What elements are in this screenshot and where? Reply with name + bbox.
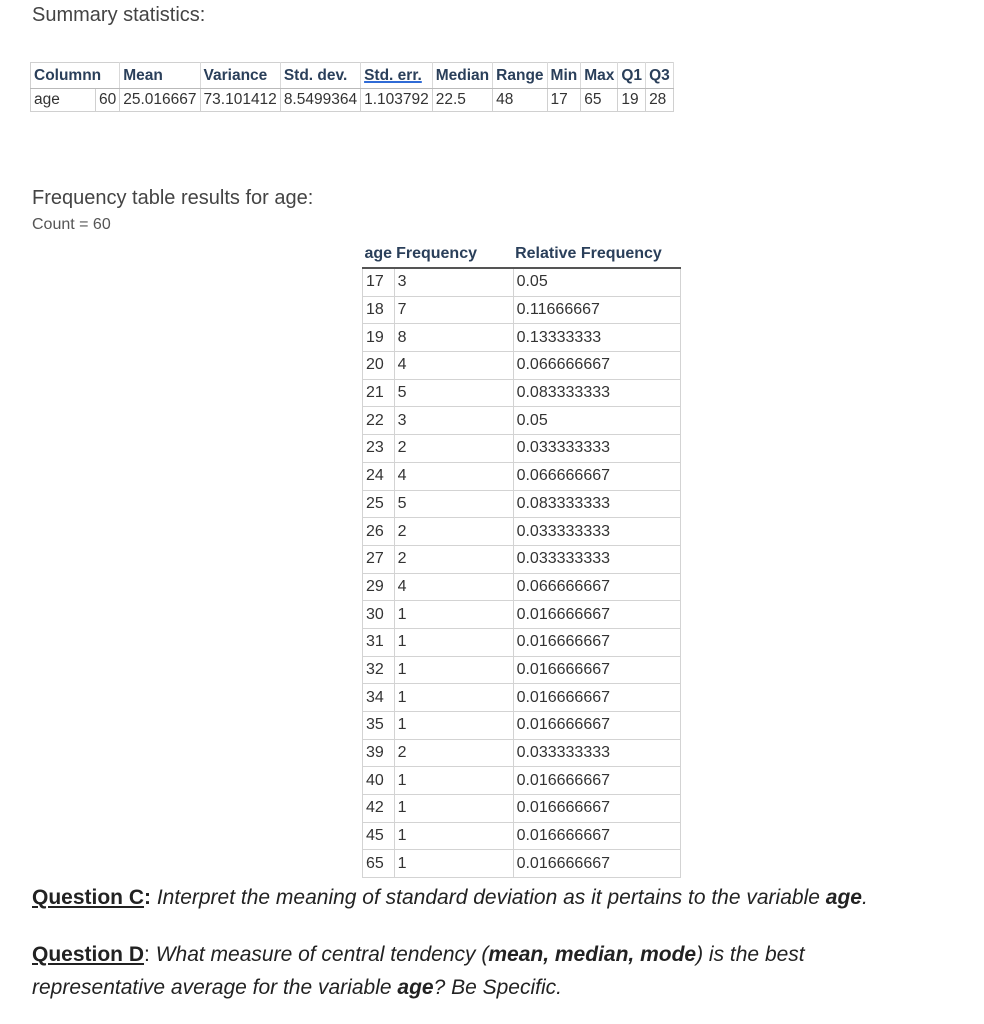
cell-frequency: 3 (394, 407, 513, 435)
cell-age: 29 (363, 573, 395, 601)
cell-age: 45 (363, 822, 395, 850)
col-header-min: Min (547, 63, 581, 89)
cell-max: 65 (581, 89, 618, 112)
cell-age: 30 (363, 601, 395, 629)
cell-frequency: 2 (394, 518, 513, 546)
question-d (32, 938, 932, 1004)
col-header-age: age (363, 241, 395, 268)
cell-age: 65 (363, 850, 395, 878)
cell-relative-frequency: 0.033333333 (513, 518, 680, 546)
question-d-colon: : (144, 943, 150, 966)
frequency-row (363, 684, 681, 712)
cell-relative-frequency: 0.016666667 (513, 850, 680, 878)
frequency-header-row (363, 241, 681, 268)
frequency-row (363, 739, 681, 767)
cell-relative-frequency: 0.033333333 (513, 739, 680, 767)
count-line: Count = 60 (32, 216, 111, 233)
cell-frequency: 5 (394, 379, 513, 407)
cell-relative-frequency: 0.016666667 (513, 767, 680, 795)
cell-frequency: 1 (394, 795, 513, 823)
cell-age: 42 (363, 795, 395, 823)
question-c (32, 881, 972, 914)
question-c-bold-word: age (825, 886, 862, 909)
summary-statistics-table (30, 62, 674, 112)
col-header-median: Median (432, 63, 492, 89)
question-c-colon: : (144, 886, 152, 909)
question-d-text: What measure of central tendency ( (149, 943, 489, 966)
cell-age: 24 (363, 462, 395, 490)
cell-frequency: 2 (394, 435, 513, 463)
question-d-bold-measures: mean, median, mode (488, 943, 697, 966)
cell-q3: 28 (646, 89, 674, 112)
cell-age: 32 (363, 656, 395, 684)
question-c-end: . (861, 886, 868, 909)
frequency-row (363, 795, 681, 823)
question-d-text-middle: ) is the best representative average for the variable (32, 943, 805, 999)
frequency-table (362, 241, 681, 878)
cell-age: 26 (363, 518, 395, 546)
frequency-row (363, 601, 681, 629)
question-d-end: ? Be Specific. (433, 976, 562, 999)
cell-relative-frequency: 0.016666667 (513, 795, 680, 823)
frequency-row (363, 545, 681, 573)
cell-q1: 19 (618, 89, 646, 112)
col-header-max: Max (581, 63, 618, 89)
cell-relative-frequency: 0.033333333 (513, 435, 680, 463)
cell-frequency: 5 (394, 490, 513, 518)
frequency-heading: Frequency table results for age: (32, 187, 314, 209)
cell-median: 22.5 (432, 89, 492, 112)
cell-relative-frequency: 0.11666667 (513, 296, 680, 324)
frequency-row (363, 352, 681, 380)
cell-frequency: 2 (394, 545, 513, 573)
col-header-column: Columnn (31, 63, 120, 89)
cell-relative-frequency: 0.016666667 (513, 601, 680, 629)
summary-header-row (31, 63, 674, 89)
cell-std-dev: 8.5499364 (280, 89, 360, 112)
question-d-label: Question D (32, 943, 145, 966)
cell-frequency: 8 (394, 324, 513, 352)
cell-relative-frequency: 0.016666667 (513, 684, 680, 712)
frequency-row (363, 435, 681, 463)
cell-relative-frequency: 0.016666667 (513, 656, 680, 684)
col-header-range: Range (493, 63, 547, 89)
cell-relative-frequency: 0.083333333 (513, 379, 680, 407)
cell-age: 17 (363, 268, 395, 296)
cell-age: 34 (363, 684, 395, 712)
summary-data-row (31, 89, 674, 112)
cell-relative-frequency: 0.066666667 (513, 573, 680, 601)
frequency-row (363, 656, 681, 684)
frequency-table-body (363, 268, 681, 878)
frequency-row (363, 379, 681, 407)
cell-age: 27 (363, 545, 395, 573)
frequency-row (363, 712, 681, 740)
col-header-q3: Q3 (646, 63, 674, 89)
question-d-bold-word: age (397, 976, 434, 999)
cell-frequency: 1 (394, 601, 513, 629)
cell-age: 21 (363, 379, 395, 407)
frequency-row (363, 518, 681, 546)
cell-age: 23 (363, 435, 395, 463)
cell-relative-frequency: 0.066666667 (513, 462, 680, 490)
col-header-std-dev: Std. dev. (280, 63, 360, 89)
cell-frequency: 1 (394, 628, 513, 656)
cell-frequency: 7 (394, 296, 513, 324)
cell-frequency: 4 (394, 462, 513, 490)
col-header-frequency: Frequency (394, 241, 513, 268)
cell-age: 35 (363, 712, 395, 740)
cell-relative-frequency: 0.016666667 (513, 628, 680, 656)
col-header-q1: Q1 (618, 63, 646, 89)
cell-age: 19 (363, 324, 395, 352)
cell-frequency: 1 (394, 684, 513, 712)
cell-relative-frequency: 0.083333333 (513, 490, 680, 518)
cell-frequency: 4 (394, 573, 513, 601)
cell-age: 22 (363, 407, 395, 435)
frequency-row (363, 296, 681, 324)
frequency-row (363, 850, 681, 878)
cell-variance: 73.101412 (200, 89, 280, 112)
cell-frequency: 1 (394, 822, 513, 850)
cell-relative-frequency: 0.13333333 (513, 324, 680, 352)
cell-relative-frequency: 0.016666667 (513, 822, 680, 850)
summary-heading: Summary statistics: (32, 4, 206, 26)
frequency-row (363, 462, 681, 490)
cell-age: 40 (363, 767, 395, 795)
cell-age: 39 (363, 739, 395, 767)
cell-frequency: 1 (394, 656, 513, 684)
cell-frequency: 1 (394, 712, 513, 740)
frequency-row (363, 628, 681, 656)
frequency-row (363, 490, 681, 518)
frequency-row (363, 324, 681, 352)
cell-frequency: 1 (394, 850, 513, 878)
cell-relative-frequency: 0.05 (513, 268, 680, 296)
cell-std-err: 1.103792 (361, 89, 433, 112)
cell-frequency: 3 (394, 268, 513, 296)
cell-relative-frequency: 0.016666667 (513, 712, 680, 740)
frequency-row (363, 767, 681, 795)
frequency-row (363, 407, 681, 435)
cell-n: 60 (96, 89, 120, 112)
cell-age: 20 (363, 352, 395, 380)
cell-relative-frequency: 0.066666667 (513, 352, 680, 380)
cell-min: 17 (547, 89, 581, 112)
cell-age: 25 (363, 490, 395, 518)
col-header-relative-frequency: Relative Frequency (513, 241, 680, 268)
cell-relative-frequency: 0.05 (513, 407, 680, 435)
col-header-std-err: Std. err. (361, 63, 433, 89)
question-c-text: Interpret the meaning of standard deviation as it pertains to the variable (151, 886, 826, 909)
col-header-variance: Variance (200, 63, 280, 89)
cell-column: age (31, 89, 96, 112)
cell-frequency: 2 (394, 739, 513, 767)
cell-relative-frequency: 0.033333333 (513, 545, 680, 573)
cell-age: 18 (363, 296, 395, 324)
frequency-row (363, 822, 681, 850)
cell-age: 31 (363, 628, 395, 656)
cell-frequency: 1 (394, 767, 513, 795)
frequency-row (363, 573, 681, 601)
cell-range: 48 (493, 89, 547, 112)
cell-mean: 25.016667 (120, 89, 200, 112)
frequency-row (363, 268, 681, 296)
col-header-mean: Mean (120, 63, 200, 89)
question-c-label: Question C (32, 886, 145, 909)
cell-frequency: 4 (394, 352, 513, 380)
